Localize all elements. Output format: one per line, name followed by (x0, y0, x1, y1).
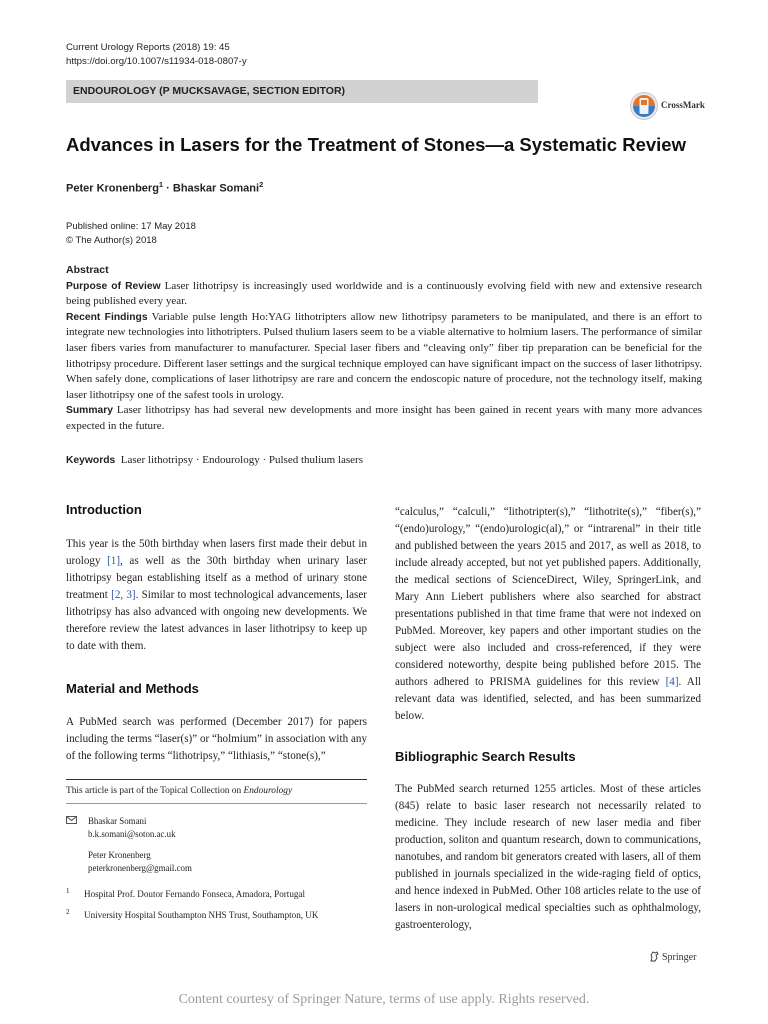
crossmark-badge[interactable] (630, 91, 710, 123)
abstract-summary (66, 403, 702, 434)
correspondent-name: Peter Kronenberg (88, 850, 151, 860)
affiliation-text: University Hospital Southampton NHS Trust, Southampton, UK (84, 910, 319, 920)
affiliation-number: 2 (66, 908, 70, 916)
publication-info (66, 220, 196, 247)
abstract-label: Summary (66, 405, 113, 417)
author-separator: · (163, 182, 173, 195)
copyright-notice: © The Author(s) 2018 (66, 234, 157, 246)
abstract (66, 263, 702, 435)
correspondence (66, 815, 376, 874)
author-name[interactable]: Bhaskar Somani (172, 182, 260, 195)
body-text: . Similar to most technological advancements, laser lithotripsy has also advanced with ongoing new developments. We therefore review the latest advances in laser lithotripsy to keep up to date with them. (66, 589, 367, 652)
section-heading-bibliographic-results: Bibliographic Search Results (395, 749, 576, 764)
body-text: A PubMed search was performed (December 2017) for papers including the terms “laser(s)” or “holmium” in association with any of the following terms “lithotripsy,” “lithiasis,” “stone(s),” (66, 716, 367, 762)
footnote-divider (66, 803, 367, 804)
publisher-name: Springer (662, 952, 697, 963)
affiliation-item (66, 888, 386, 901)
affiliation-marker: 1 (158, 180, 164, 189)
abstract-text: Laser lithotripsy has had several new developments and more insight has been gained in recent years with many more advances expected in the future. (66, 404, 702, 432)
courtesy-watermark: Content courtesy of Springer Nature, terms of use apply. Rights reserved. (178, 992, 590, 1007)
body-text: . All relevant data was identified, selected, and has been summarized below. (395, 676, 701, 722)
doi-link[interactable]: https://doi.org/10.1007/s11934-018-0807-y (66, 55, 247, 67)
envelope-icon (66, 816, 77, 824)
paper-title: Advances in Lasers for the Treatment of Stones—a Systematic Review (66, 134, 686, 155)
introduction-text (66, 536, 367, 655)
keywords-text: Laser lithotripsy · Endourology · Pulsed thulium lasers (120, 454, 363, 466)
affiliation-text: Hospital Prof. Doutor Fernando Fonseca, Amadora, Portugal (84, 889, 305, 899)
abstract-heading: Abstract (66, 264, 109, 276)
correspondent-name: Bhaskar Somani (88, 816, 147, 826)
correspondent-email[interactable]: peterkronenberg@gmail.com (88, 862, 192, 873)
keywords (66, 454, 363, 466)
abstract-purpose (66, 279, 702, 310)
crossmark-icon (630, 92, 658, 120)
abstract-text: Variable pulse length Ho:YAG lithotripters allow new lithotripsy parameters to be manipulated, and there is an effort to integrate new technologies into lithotripters. Pulsed thulium lasers seem to be a viable alternative to holmium lasers. The performance of similar laser fibers varies from manufacturer to manufacturer. Special laser fibers and “cleaving only” fiber tip preparation can be beneficial for the lithotripsy procedure. Different laser settings and the surgical technique employed can have significant impact on the success of laser lithotripsy. When safely done, complications of laser lithotripsy are rare and concern the endoscopic nature of procedure, not the technology itself, making laser lithotripsy one of the safest tools in urology. (66, 310, 703, 401)
author-list (66, 180, 263, 195)
footnote-divider (66, 779, 367, 780)
citation-link[interactable]: [1] (107, 555, 121, 567)
affiliation-item (66, 909, 386, 922)
affiliation-marker: 2 (259, 180, 264, 189)
citation-link[interactable]: [2, 3] (111, 589, 136, 601)
bibliographic-results-text (395, 781, 701, 934)
journal-citation: Current Urology Reports (2018) 19: 45 (66, 42, 230, 53)
section-heading-introduction: Introduction (66, 502, 142, 517)
body-text: This year is the 50th birthday when lasers first made their debut in urology (66, 538, 367, 567)
springer-horse-icon (649, 951, 660, 962)
crossmark-label: CrossMark (661, 100, 705, 110)
abstract-label: Recent Findings (66, 311, 148, 323)
section-heading-methods: Material and Methods (66, 681, 199, 696)
keywords-label: Keywords (66, 455, 116, 466)
citation-link[interactable]: [4] (665, 676, 679, 688)
topical-prefix: This article is part of the Topical Collection on (66, 786, 244, 796)
publisher-logo (649, 951, 696, 963)
section-bar: ENDOUROLOGY (P MUCKSAVAGE, SECTION EDITOR) (66, 80, 538, 103)
body-text: “calculus,” “calculi,” “lithotripter(s),” “lithotrite(s),” “fiber(s),” “(endo)urology,” “(endo)urologic(al),” or “intrarenal” in their title and published between the years 2015 and 2017, as well as 2018, to include already accepted, but not yet published papers. Additionally, the medical sections of ScienceDirect, Wiley, SpringerLink, and Mary Ann Liebert publishers where also searched for abstract presentations published in that time frame that were not indexed on PubMed. Moreover, key papers and other important studies on the subject were also included and cross-referenced, if they were considered noteworthy, despite being published before 2015. The authors adhered to PRISMA guidelines for this review (395, 506, 701, 688)
affiliation-number: 1 (66, 887, 70, 895)
topical-collection-note (66, 786, 292, 796)
body-text: , as well as the 30th birthday when urinary laser lithotripsy began establishing itself as a method of urinary stone treatment (66, 555, 367, 601)
body-text: The PubMed search returned 1255 articles. Most of these articles (845) relate to basic laser research not necessarily related to medicine. They include research of new laser media and fiber production, soliton and quantum research, down to communications, nanotubes, and random bit generators created with lasers, all of them published in journals specialized in the wide-raging field of optics, and hence indexed in PubMed. Other 108 articles relate to the use of lasers in non-urological medical specialties such as ophthalmology, gastroenterology, (395, 783, 701, 931)
topical-topic: Endourology (243, 786, 293, 796)
author-name[interactable]: Peter Kronenberg (66, 182, 159, 195)
abstract-text: Laser lithotripsy is increasingly used worldwide and is a continuously evolving field with new and extensive research being published every year. (66, 279, 703, 308)
methods-continued-text (395, 504, 701, 725)
abstract-findings (66, 310, 702, 404)
abstract-label: Purpose of Review (66, 280, 161, 292)
journal-info (66, 41, 247, 68)
published-date: Published online: 17 May 2018 (66, 221, 196, 232)
affiliations (66, 888, 386, 930)
methods-text (66, 714, 367, 765)
correspondent-email[interactable]: b.k.somani@soton.ac.uk (88, 828, 176, 839)
